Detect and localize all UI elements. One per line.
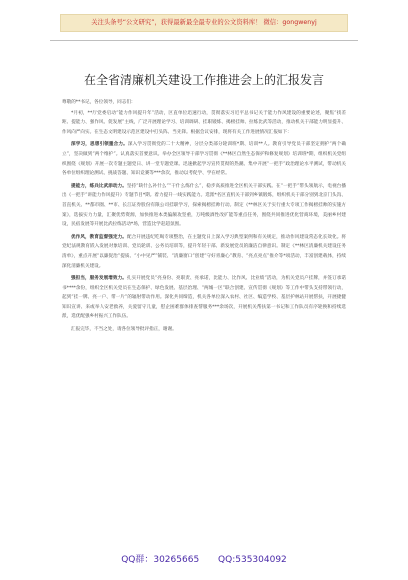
paragraph-style [62,233,346,271]
paragraph-lead: 强担当，服务发展增效力。 [71,276,127,282]
paragraph-ability [62,182,346,230]
header-divider [50,40,358,41]
paragraph-study [62,140,346,178]
paragraph-lead: 提能力，练兵比武添动力。 [71,183,127,189]
closing-remark: 汇报完毕，不当之处，请各位领导批评指正，谢谢。 [71,327,177,333]
paragraph-text: 扎实开展党员“亮身份、亮职责、亮承诺，比能力、比作风、比业绩”活动，为机关党员户挂牌，并签订承诺书****余份，组织全区机关党员在生态保护、绿色发展、基层治理、“两城一区”联合创建、宣传贯彻《规划》等工作中带头支持带领行动，起到“挂一牌、亮一户、带一片”的辐射带动作用。深化共同缔造，机关各单位深入农村、社区、编造学校、基层护林站开展帮扶，开展捷健知识宣讲、来或举人安老救养，关爱留守儿童，慰企困难群体排查帮服务***余场次，开展机关帮扶第一书记和工作队员有序轮换和持续选派，选优配强乡村振兴工作队伍。 [62,276,346,320]
paragraph-lead: 优作风，教育监督强定力。 [71,234,127,240]
paragraph-text: 配合开展违纪吃喝专项整治，在主题党日上深入学习典型案例和有关规定，推动作风建设常态化长效化。将党纪法规教育嵌入发展对象培训、党员轮训、公务员培训等，提升年轻干部、新发展党员的廉洁自律意识。制定《**林区清廉机关建设任务清单》，重点开展“以廉促治”提质、“小中见严”铺装、“清廉窗口”创建“守好青廉心”教育、“亮点亮点”推介等*项活动，丰富创建载体，持续深化清廉机关建设。 [62,234,346,269]
promo-banner-text: 关注头条号“公文研究”，获得最新最全最专业的公文资料库！ 微信：gongwenyj [91,19,317,26]
paragraph-text: 坚持“缺什么补什么”“干什么练什么”，稳步高质推进全区机关干部实践。在“一把手”带头领航示，电视台播出《一把手”讲能力作风提升》专题节目*期。着力提升一线实践能力。选派*名区直机关干部到乡镇锻炼，组织机关干部分别到北京门头沟、首直机关、**都市圈、**市、长江证券股份有限公司挂职学习，探索揭榜挂帅行动。制定《**林区关于实行重大专项工作揭榜挂帅的实施方案》，选拔实力力量，汇聚优势资源，加快推进本类偏颇攻坚重，万吨级酒性改扩能等重点任务，围绕共同推进优化营商环境，美丽乡村建设，民宿发展等开展比武拉练活动*场，营造比学赶超氛围。 [62,183,346,228]
document-body [62,98,346,335]
promo-banner[interactable] [60,14,348,32]
qq-number-text: QQ:535304092 [218,555,287,565]
paragraph-intro [62,109,346,138]
paragraph-text: *月初，**厅党委启动“能力作风提升年”活动，区直单位迅速行动，贯彻落实习近平总书记关于能力作风建设的重要论述，聚焦“找差距、提能力、强作风、促发展”主线，广泛开展理论学习、培训调研、挂职锻炼、揭榜挂帅、拉练比武等活动，推动机关干部能力明显提升、作风向严向实。在生态文明建设示范区建设中打头阵、当先锋。根据会议安排，现将有关工作进展情况汇报如下： [62,110,346,135]
contact-footer [0,553,408,567]
document-title: 在全省清廉机关建设工作推进会上的汇报发言 [83,73,324,87]
qq-group-text: QQ群：30265665 [121,555,200,565]
paragraph-service [62,274,346,322]
paragraph-text: 深入学习贯彻党的二十大精神，分层分类部分轮训班*期、培训**人。教育引导党员干部坚定拥护“两个确立”，坚决做到“两个维护”。认真落实首要意识。举办全区领导干部学习贯彻《**林区自然生态保护和修复规划》培训班*期，组织机关党组织围绕《规划》开展一次专题主题党日、讲一堂专题党课。迅速掀起学习宣传贯彻的热潮。集中开展“一把手”政治理论水平测试，带动机关各单位组织理论测试、挑战答题、知识竞赛等***余次，推动以考促学、学在经常。 [62,142,346,177]
salutation: 尊敬的**书记，各位领导，同志们： [62,100,136,105]
paragraph-lead: 深学习，思想引领重合力。 [71,142,128,148]
